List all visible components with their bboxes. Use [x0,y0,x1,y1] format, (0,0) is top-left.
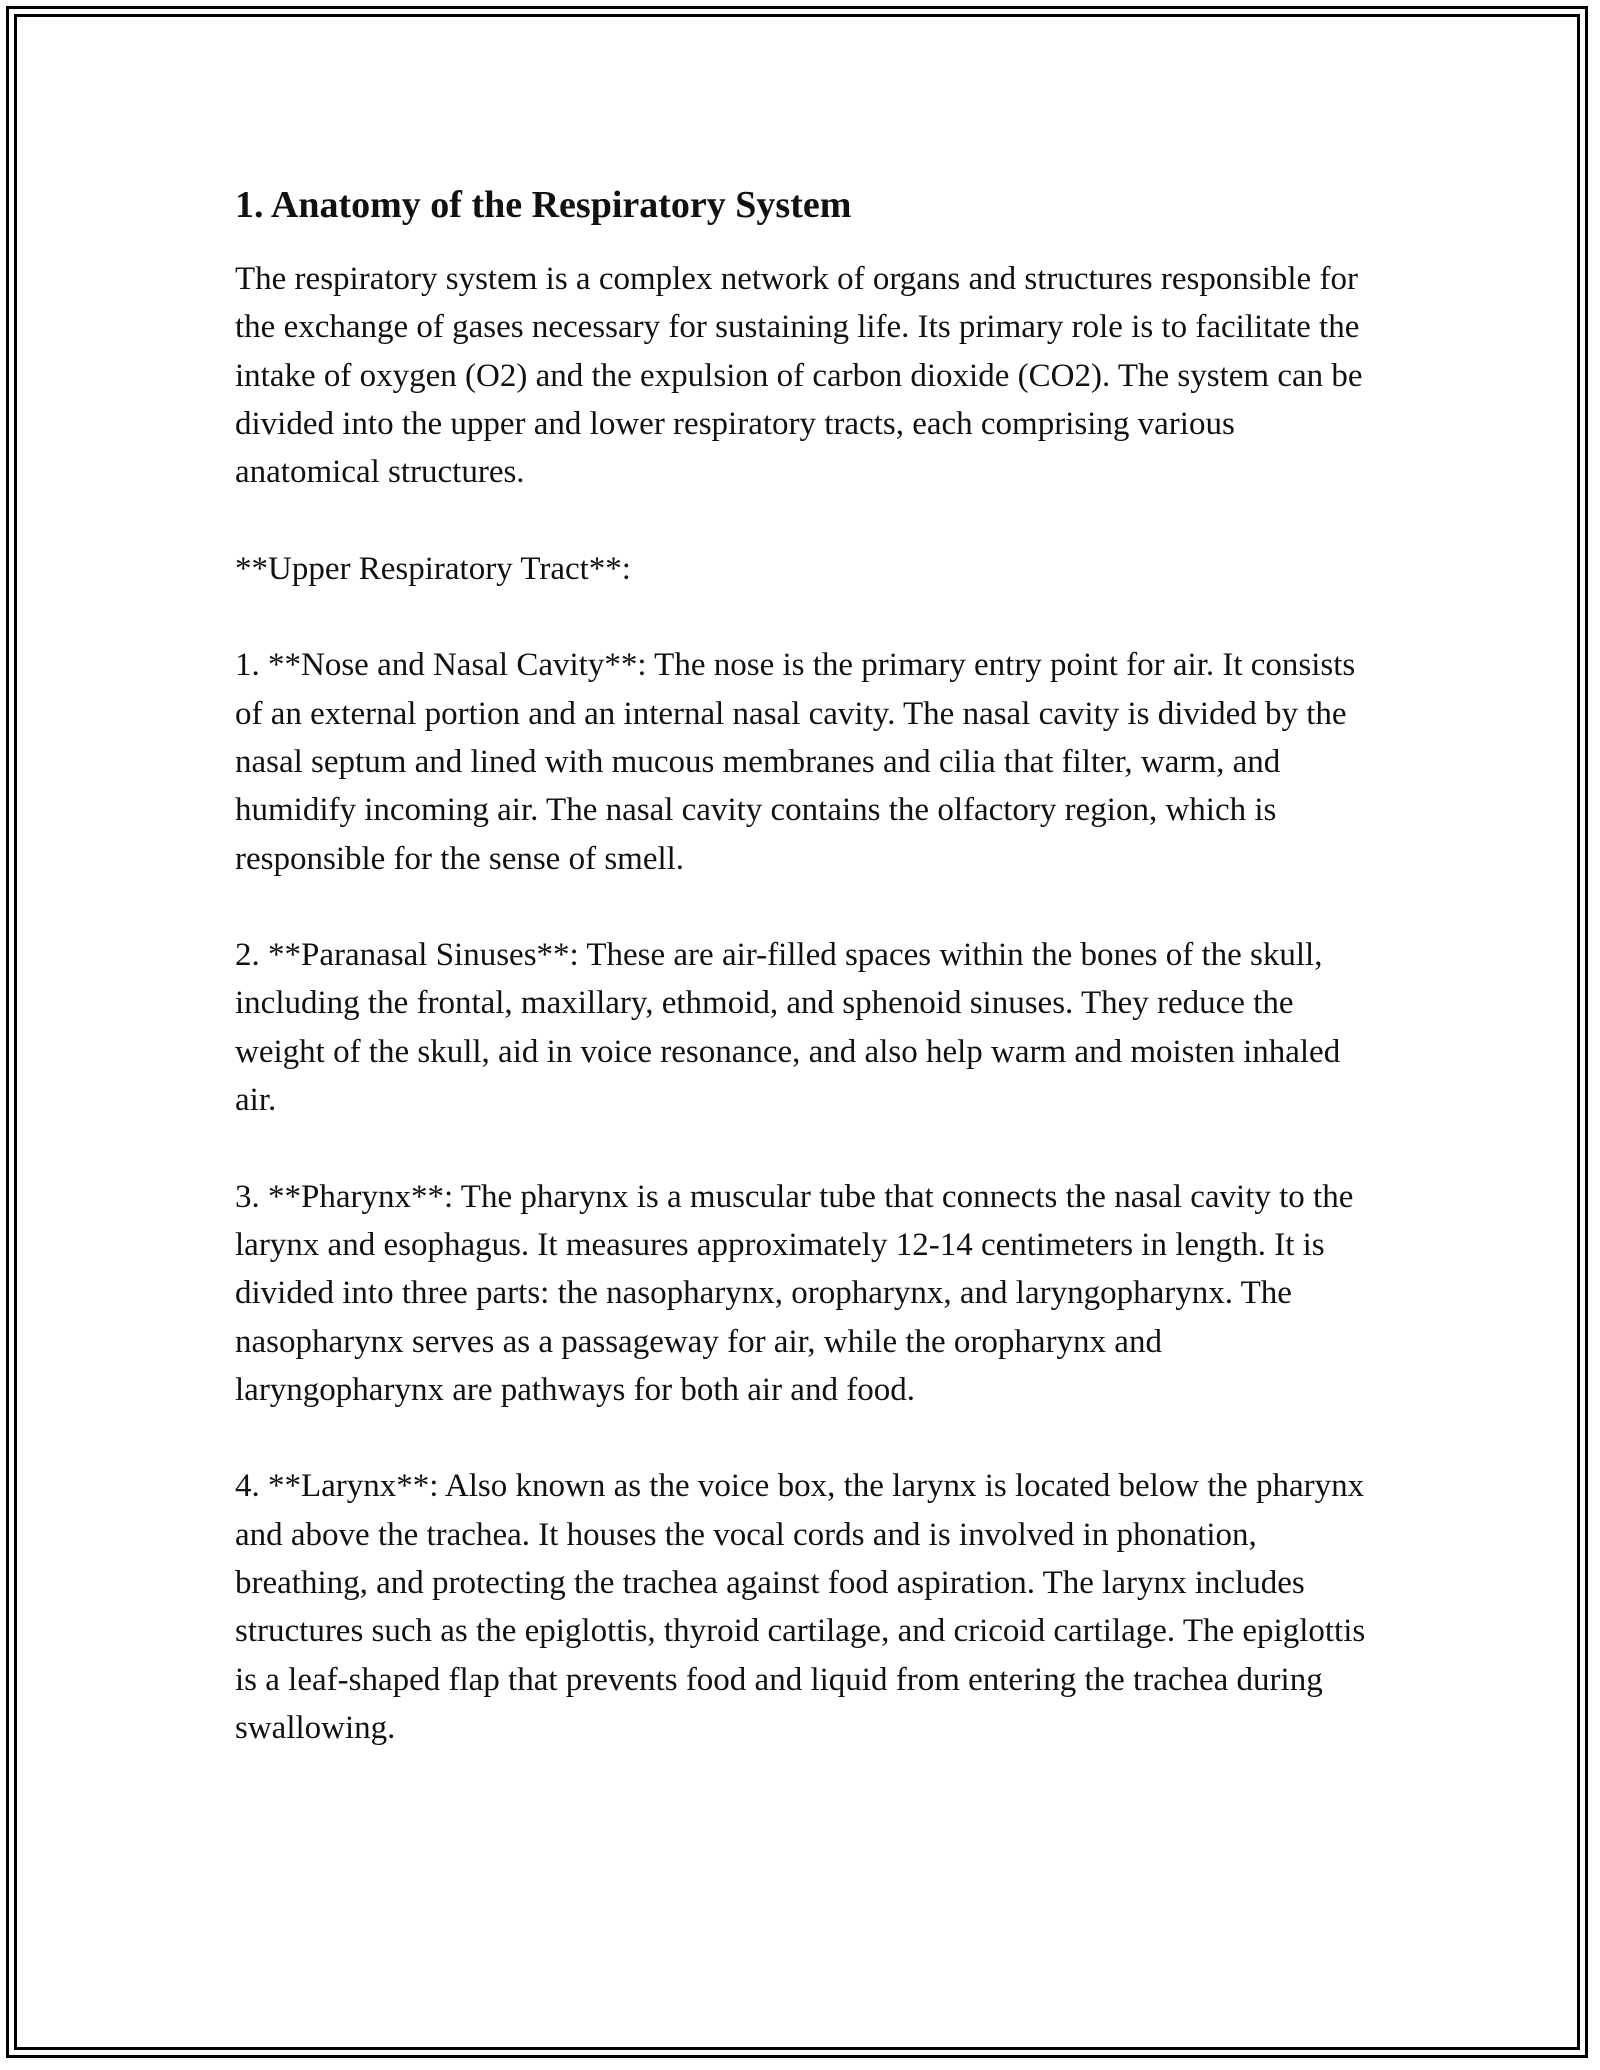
section-heading: 1. Anatomy of the Respiratory System [235,184,852,226]
subsection-label-upper-respiratory-tract: **Upper Respiratory Tract**: [235,550,631,587]
document-body [235,183,1370,1801]
item-nose-and-nasal-cavity: 1. **Nose and Nasal Cavity**: The nose is the primary entry point for air. It consists of an external portion and an internal nasal cavity. The nasal cavity is divided by the nasal septum and lined with mucous membranes and cilia that filter, warm, and humidify incoming air. The nasal cavity contains the olfactory region, which is responsible for the sense of smell. [235,647,1356,877]
intro-paragraph: The respiratory system is a complex network of organs and structures responsible for the exchange of gases necessary for sustaining life. Its primary role is to facilitate the intake of oxygen (O2) and the expulsion of carbon dioxide (CO2). The system can be divided into the upper and lower respiratory tracts, each comprising various anatomical structures. [235,261,1363,491]
item-larynx: 4. **Larynx**: Also known as the voice box, the larynx is located below the pharynx and above the trachea. It houses the vocal cords and is involved in phonation, breathing, and protecting the trachea against food aspiration. The larynx includes structures such as the epiglottis, thyroid cartilage, and cricoid cartilage. The epiglottis is a leaf-shaped flap that prevents food and liquid from entering the trachea during swallowing. [235,1468,1366,1746]
item-paranasal-sinuses: 2. **Paranasal Sinuses**: These are air-filled spaces within the bones of the skull, including the frontal, maxillary, ethmoid, and sphenoid sinuses. They reduce the weight of the skull, aid in voice resonance, and also help warm and moisten inhaled air. [235,937,1341,1119]
item-pharynx: 3. **Pharynx**: The pharynx is a muscular tube that connects the nasal cavity to the larynx and esophagus. It measures approximately 12-14 centimeters in length. It is divided into three parts: the nasopharynx, oropharynx, and laryngopharynx. The nasopharynx serves as a passageway for air, while the oropharynx and laryngopharynx are pathways for both air and food. [235,1178,1354,1408]
